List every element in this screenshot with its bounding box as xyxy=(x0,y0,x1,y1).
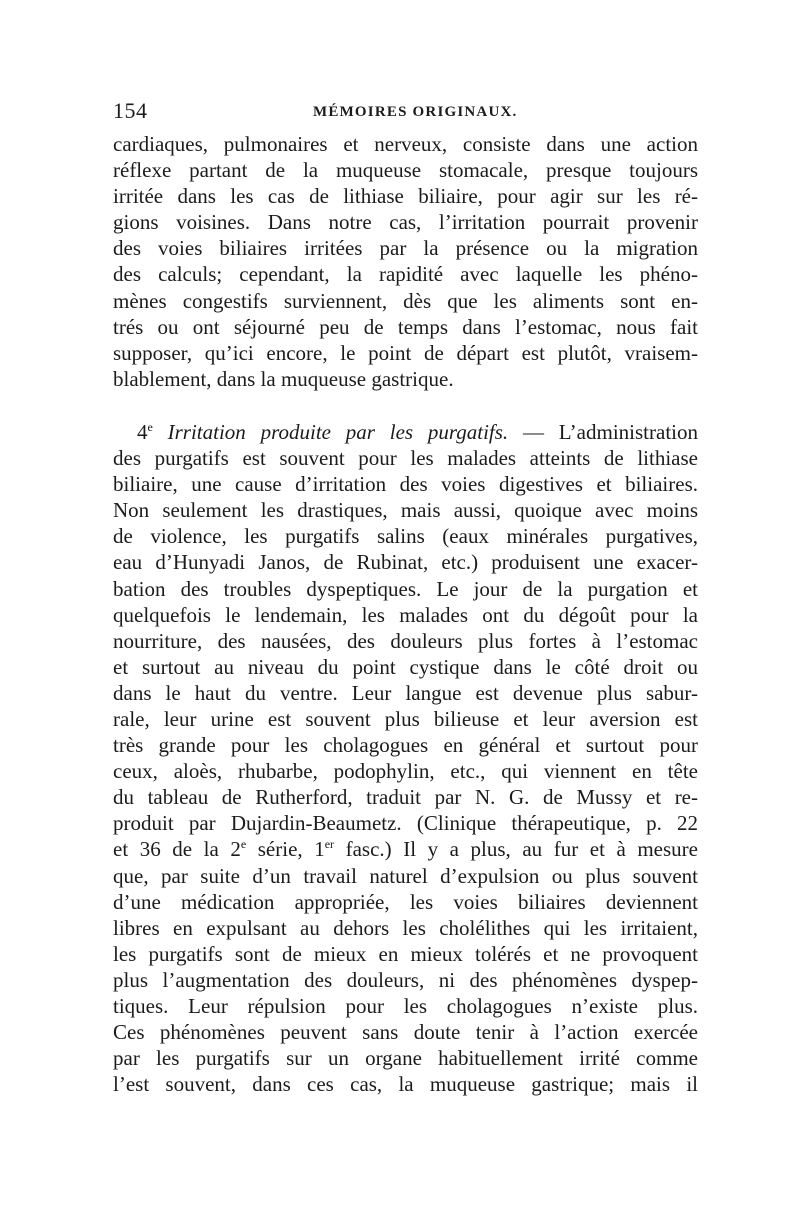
body-text xyxy=(113,131,698,1097)
section-number-suffix: e xyxy=(147,419,153,434)
running-title: MÉMOIRES ORIGINAUX. xyxy=(313,104,518,120)
text-line: gions voisines. Dans notre cas, l’irritation pourrait provenir xyxy=(113,210,698,235)
text-line: quelquefois le lendemain, les malades ont du dégoût pour la xyxy=(113,602,698,627)
text-line: par les purgatifs sur un organe habituellement irrité comme xyxy=(113,1046,698,1071)
text-line: tiques. Leur répulsion pour les cholagogues n’existe plus. xyxy=(113,994,698,1018)
paragraph-continuation xyxy=(113,131,698,392)
text-line: et surtout au niveau du point cystique dans le côté droit ou xyxy=(113,654,698,679)
series-line xyxy=(113,836,698,862)
paragraph-purgatifs xyxy=(113,419,698,1097)
page-number: 154 xyxy=(113,98,148,123)
text-line: irritée dans les cas de lithiase biliaire, pour agir sur les ré- xyxy=(113,184,698,209)
text-line: des calculs; cependant, la rapidité avec laquelle les phéno- xyxy=(113,262,698,287)
series-text-b: série, 1 xyxy=(246,837,325,862)
text-line: Ces phénomènes peuvent sans doute tenir à l’action exercée xyxy=(113,1020,698,1045)
series-text-c: fasc.) Il y a plus, au fur et à mesure xyxy=(334,837,698,862)
text-line: l’est souvent, dans ces cas, la muqueuse gastrique; mais il xyxy=(113,1072,698,1097)
text-line: que, par suite d’un travail naturel d’expulsion ou plus souvent xyxy=(113,863,698,888)
text-line: trés ou ont séjourné peu de temps dans l’estomac, nous fait xyxy=(113,314,698,339)
text-line: mènes congestifs surviennent, dès que les aliments sont en- xyxy=(113,288,698,313)
text-line: nourriture, des nausées, des douleurs plus fortes à l’estomac xyxy=(113,628,698,653)
text-line: de violence, les purgatifs salins (eaux minérales purgatives, xyxy=(113,524,698,549)
section-heading: Irritation produite par les purgatifs. xyxy=(167,419,509,444)
text-line: des voies biliaires irritées par la présence ou la migration xyxy=(113,236,698,261)
section-heading-line xyxy=(113,419,698,445)
text-line: des purgatifs est souvent pour les malades atteints de lithiase xyxy=(113,446,698,471)
series-text-a: et 36 de la 2 xyxy=(113,837,241,862)
text-line: plus l’augmentation des douleurs, ni des phénomènes dyspep- xyxy=(113,967,698,992)
text-line: supposer, qu’ici encore, le point de départ est plutôt, vraisem- xyxy=(113,340,698,365)
text-line: cardiaques, pulmonaires et nerveux, consiste dans une action xyxy=(113,132,698,156)
running-head xyxy=(113,98,688,128)
text-line: très grande pour les cholagogues en général et surtout pour xyxy=(113,733,698,758)
text-line: bation des troubles dyspeptiques. Le jour de la purgation et xyxy=(113,576,698,601)
text-line: Non seulement les drastiques, mais aussi, quoique avec moins xyxy=(113,498,698,523)
section-number: 4 xyxy=(137,419,148,444)
text-line: du tableau de Rutherford, traduit par N. G. de Mussy et re- xyxy=(113,785,698,810)
text-line: d’une médication appropriée, les voies biliaires deviennent xyxy=(113,889,698,914)
text-line: eau d’Hunyadi Janos, de Rubinat, etc.) produisent une exacer- xyxy=(113,550,698,575)
paragraph-gap xyxy=(113,392,698,419)
text-line: blablement, dans la muqueuse gastrique. xyxy=(113,366,454,391)
text-line: ceux, aloès, rhubarbe, podophylin, etc., qui viennent en tête xyxy=(113,759,698,784)
text-line: dans le haut du ventre. Leur langue est devenue plus sabur- xyxy=(113,680,698,705)
text-line: réflexe partant de la muqueuse stomacale, presque toujours xyxy=(113,158,698,183)
text-line: libres en expulsant au dehors les cholélithes qui les irritaient, xyxy=(113,915,698,940)
heading-line-text: — L’administration xyxy=(522,419,698,444)
text-line: produit par Dujardin-Beaumetz. (Clinique thérapeutique, p. 22 xyxy=(113,811,698,836)
series-sup-1: e xyxy=(240,837,247,852)
text-line: rale, leur urine est souvent plus bilieuse et leur aversion est xyxy=(113,706,698,731)
series-sup-2: er xyxy=(324,837,335,852)
text-line: biliaire, une cause d’irritation des voies digestives et biliaires. xyxy=(113,472,698,497)
text-line: les purgatifs sont de mieux en mieux tolérés et ne provoquent xyxy=(113,941,698,966)
